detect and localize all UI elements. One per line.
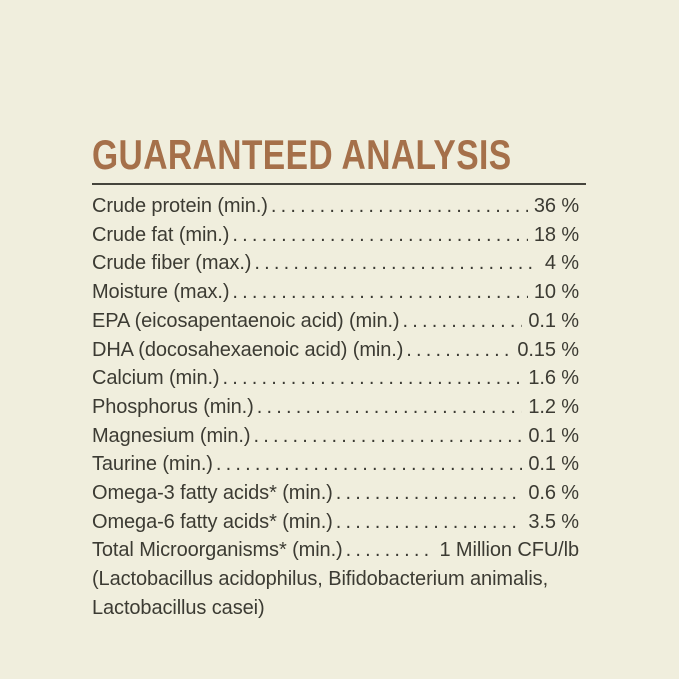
note-line: (Lactobacillus acidophilus, Bifidobacterium animalis, (92, 568, 549, 591)
dot-leader (223, 364, 523, 393)
dot-leader (403, 307, 523, 336)
nutrient-value: 0.1 % (528, 453, 579, 476)
page-title: GUARANTEED ANALYSIS (92, 131, 512, 178)
dot-leader (271, 192, 528, 221)
nutrient-value: 1.6 % (528, 367, 579, 390)
nutrient-label: Moisture (max.) (92, 281, 230, 304)
guaranteed-analysis-section (92, 133, 586, 623)
dot-leader (232, 278, 527, 307)
analysis-row (92, 278, 586, 307)
nutrient-value: 0.6 % (528, 482, 579, 505)
nutrient-value: 3.5 % (528, 510, 579, 533)
title-divider (92, 183, 586, 185)
analysis-row (92, 336, 586, 365)
dot-leader (232, 221, 527, 250)
nutrient-label: Crude fiber (max.) (92, 252, 252, 275)
analysis-row (92, 249, 586, 278)
nutrient-label: Crude fat (min.) (92, 223, 230, 246)
nutrient-label: Total Microorganisms* (min.) (92, 539, 343, 562)
nutrient-value: 0.15 % (517, 338, 579, 361)
nutrient-value: 10 % (533, 281, 579, 304)
dot-leader (346, 536, 434, 565)
dot-leader (253, 422, 522, 451)
analysis-row (92, 393, 586, 422)
nutrient-value: 4 % (544, 252, 579, 275)
analysis-row (92, 192, 586, 221)
microorganisms-note (92, 565, 586, 622)
dot-leader (336, 479, 523, 508)
nutrient-label: Magnesium (min.) (92, 424, 251, 447)
note-line: Lactobacillus casei) (92, 596, 265, 619)
analysis-row (92, 364, 586, 393)
nutrient-value: 36 % (533, 195, 579, 217)
nutrient-label: EPA (eicosapentaenoic acid) (min.) (92, 309, 400, 332)
analysis-row (92, 536, 586, 565)
nutrient-value: 0.1 % (528, 424, 579, 447)
nutrient-label: Phosphorus (min.) (92, 395, 254, 418)
nutrient-label: Taurine (min.) (92, 453, 213, 476)
nutrient-value: 1 Million CFU/lb (439, 539, 579, 562)
analysis-row (92, 508, 586, 537)
dot-leader (216, 450, 522, 479)
nutrient-label: Omega-3 fatty acids* (min.) (92, 482, 333, 505)
dot-leader (254, 249, 538, 278)
nutrient-label: Crude protein (min.) (92, 195, 268, 217)
dot-leader (336, 508, 523, 537)
dot-leader (257, 393, 523, 422)
nutrient-label: Omega-6 fatty acids* (min.) (92, 510, 333, 533)
analysis-row (92, 221, 586, 250)
nutrient-value: 18 % (533, 223, 579, 246)
analysis-row (92, 307, 586, 336)
analysis-row (92, 450, 586, 479)
analysis-row (92, 479, 586, 508)
analysis-table (92, 192, 586, 565)
dot-leader (406, 336, 511, 365)
nutrient-label: DHA (docosahexaenoic acid) (min.) (92, 338, 404, 361)
analysis-row (92, 422, 586, 451)
nutrient-value: 1.2 % (528, 395, 579, 418)
nutrient-label: Calcium (min.) (92, 367, 220, 390)
nutrient-value: 0.1 % (528, 309, 579, 332)
